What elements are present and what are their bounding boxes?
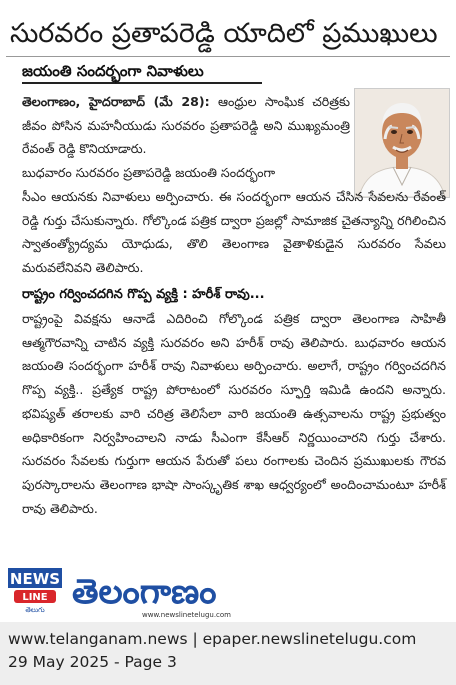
subheadline: జయంతి సందర్భంగా నివాళులు <box>22 60 262 84</box>
dateline: తెలంగాణం, హైదరాబాద్ (మే 28): <box>22 94 210 109</box>
news-logo-text: NEWS <box>9 570 61 588</box>
portrait-illustration <box>355 89 449 197</box>
line-logo-text: LINE <box>22 592 48 603</box>
paragraph-3: సీఎం ఆయనకు నివాళులు అర్పించారు. ఈ సందర్భంగా ఆయన చేసిన సేవలను రేవంత్ రెడ్డి గుర్తు చేసుకున్నారు. గోల్కొండ పత్రిక ద్వారా ప్రజల్లో సామాజిక చైతన్యాన్ని రగిలించిన స్వాతంత్య్రోద్యమ యోధుడు, తొలి తెలంగాణ వైతాళికుడైన సురవరం సేవలు మరువలేనివని తెలిపారు. <box>22 189 446 276</box>
paragraph-2: బుధవారం సురవరం ప్రతాపరెడ్డి జయంతి సందర్భంగా <box>22 165 276 180</box>
telanganam-brand-name: తెలంగాణం <box>72 572 217 612</box>
portrait-photo <box>354 88 450 198</box>
news-line-logo <box>8 568 62 614</box>
paragraph-4: రాష్ట్రంపై వివక్షను ఆనాడే ఎదిరించి గోల్కొండ పత్రిక ద్వారా తెలంగాణ సాహితీ ఆత్మగౌరవాన్ని చాటిన వ్యక్తి సురవరం అని హరీశ్ రావు తెలిపారు. బుధవారం ఆయన జయంతి సందర్భంగా హరీశ్ రావు నివాళులు అర్పించారు. అలాగే, రాష్ట్రం గర్వించదగిన గొప్ప వ్యక్తి.. ప్రత్యేక రాష్ట్ర పోరాటంలో సురవరం స్ఫూర్తి ఇమిడి ఉందని అన్నారు. భవిష్యత్ తరాలకు వారి చరిత్ర తెలిసేలా వారి జయంతి ఉత్సవాలను రాష్ట్ర ప్రభుత్వం అధికారికంగా నిర్వహించాలని నాడు సీఎంగా కేసీఆర్ నిర్ణయించారని గుర్తు చేశారు. సురవరం సేవలకు గుర్తుగా ఆయన పేరుతో పలు రంగాలకు చెందిన ప్రముఖులకు గౌరవ పురస్కారాలను తెలంగాణ భాషా సాంస్కృతిక శాఖ ఆధ్వర్యంలో అందించామంటూ హరీశ్ రావు తెలిపారు. <box>22 311 446 516</box>
headline: సురవరం ప్రతాపరెడ్డి యాదిలో ప్రముఖులు <box>10 18 438 49</box>
article-lead-paragraph <box>22 90 350 161</box>
telanganam-logo <box>70 565 250 617</box>
telugu-logo-text: తెలుగు <box>25 606 45 614</box>
brand-url: www.newslinetelugu.com <box>142 611 231 619</box>
footer-urls: www.telanganam.news | epaper.newslinetelugu.com <box>8 630 417 648</box>
footer-date-page: 29 May 2025 - Page 3 <box>8 653 177 671</box>
paragraph-1: ఆంధ్రుల సాంఘిక చరిత్రకు జీవం పోసిన మహనీయుడు సురవరం ప్రతాపరెడ్డి అని ముఖ్యమంత్రి రేవంత్ రెడ్డి కొనియాడారు. <box>22 94 350 157</box>
subheadline-2: రాష్ట్రం గర్వించదగిన గొప్ప వ్యక్తి : హరీశ్ రావు... <box>22 287 265 302</box>
headline-rule <box>6 56 450 57</box>
footer-bar <box>0 622 456 685</box>
